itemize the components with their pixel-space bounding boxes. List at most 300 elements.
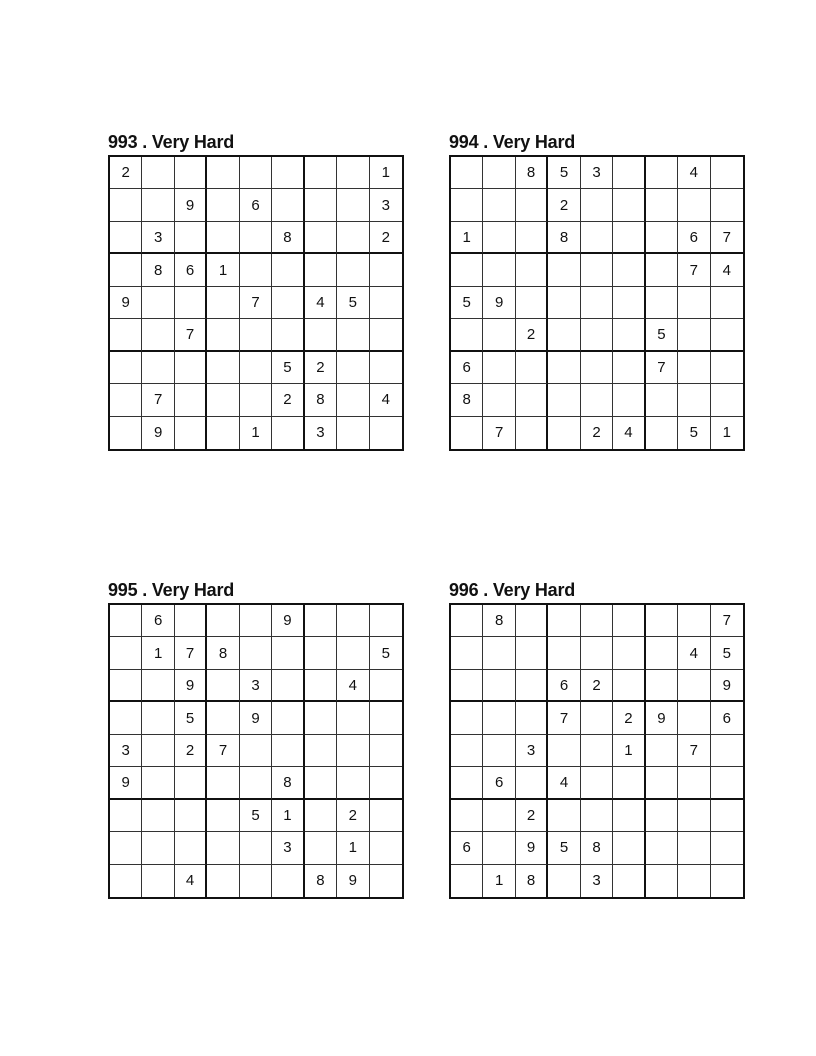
sudoku-cell-r3c5: 3 [240, 670, 272, 702]
sudoku-cell-r6c5 [581, 319, 613, 351]
sudoku-cell-r5c8 [678, 287, 710, 319]
sudoku-grid [449, 155, 745, 451]
sudoku-cell-r8c3: 9 [516, 832, 548, 864]
sudoku-cell-r1c3: 8 [516, 157, 548, 189]
sudoku-cell-r4c6 [272, 702, 304, 734]
sudoku-cell-r1c7 [646, 157, 678, 189]
sudoku-cell-r1c9: 1 [370, 157, 402, 189]
sudoku-cell-r8c8 [678, 384, 710, 416]
sudoku-cell-r8c7: 8 [305, 384, 337, 416]
sudoku-cell-r9c4 [207, 865, 239, 897]
sudoku-cell-r9c4 [548, 417, 580, 449]
sudoku-cell-r8c3 [175, 832, 207, 864]
sudoku-cell-r9c7: 8 [305, 865, 337, 897]
sudoku-cell-r1c8: 4 [678, 157, 710, 189]
sudoku-cell-r1c4: 5 [548, 157, 580, 189]
sudoku-cell-r5c9 [711, 735, 743, 767]
sudoku-cell-r6c8 [337, 319, 369, 351]
sudoku-cell-r4c4 [207, 702, 239, 734]
sudoku-cell-r8c1 [110, 832, 142, 864]
sudoku-cell-r1c1 [451, 605, 483, 637]
sudoku-cell-r1c2 [142, 157, 174, 189]
sudoku-cell-r5c7 [646, 735, 678, 767]
sudoku-cell-r1c4 [548, 605, 580, 637]
sudoku-cell-r5c5 [581, 735, 613, 767]
sudoku-cell-r4c7 [305, 254, 337, 286]
sudoku-cell-r3c7 [646, 222, 678, 254]
sudoku-cell-r3c4: 8 [548, 222, 580, 254]
sudoku-cell-r7c1 [110, 352, 142, 384]
sudoku-cell-r4c5: 9 [240, 702, 272, 734]
sudoku-cell-r1c5 [581, 605, 613, 637]
sudoku-cell-r7c1 [451, 800, 483, 832]
sudoku-cell-r4c6 [272, 254, 304, 286]
sudoku-cell-r9c3 [516, 417, 548, 449]
sudoku-cell-r8c7 [646, 832, 678, 864]
sudoku-cell-r5c9 [711, 287, 743, 319]
sudoku-cell-r7c4 [207, 800, 239, 832]
sudoku-cell-r1c2 [483, 157, 515, 189]
sudoku-cell-r1c6 [613, 605, 645, 637]
sudoku-cell-r2c4 [548, 637, 580, 669]
sudoku-cell-r4c2: 8 [142, 254, 174, 286]
sudoku-cell-r2c7 [646, 189, 678, 221]
sudoku-cell-r7c6 [613, 800, 645, 832]
sudoku-cell-r5c2 [483, 735, 515, 767]
sudoku-cell-r9c8: 5 [678, 417, 710, 449]
sudoku-cell-r7c5 [581, 800, 613, 832]
sudoku-cell-r3c8 [678, 670, 710, 702]
sudoku-cell-r7c4 [548, 800, 580, 832]
sudoku-cell-r8c7 [646, 384, 678, 416]
sudoku-cell-r1c8 [337, 157, 369, 189]
sudoku-cell-r5c6 [272, 735, 304, 767]
sudoku-cell-r1c3 [175, 157, 207, 189]
sudoku-cell-r5c3: 3 [516, 735, 548, 767]
sudoku-cell-r3c9: 2 [370, 222, 402, 254]
sudoku-cell-r6c4 [207, 319, 239, 351]
sudoku-cell-r3c4 [207, 222, 239, 254]
sudoku-cell-r5c1 [451, 735, 483, 767]
puzzle-title: 994 . Very Hard [449, 132, 576, 152]
sudoku-cell-r8c9 [370, 832, 402, 864]
sudoku-cell-r8c6: 2 [272, 384, 304, 416]
sudoku-cell-r6c3: 7 [175, 319, 207, 351]
sudoku-cell-r9c7 [646, 417, 678, 449]
sudoku-cell-r2c5 [240, 637, 272, 669]
sudoku-cell-r4c9: 6 [711, 702, 743, 734]
sudoku-cell-r9c9 [370, 865, 402, 897]
sudoku-cell-r2c9: 3 [370, 189, 402, 221]
sudoku-cell-r4c2 [142, 702, 174, 734]
sudoku-cell-r4c5 [240, 254, 272, 286]
sudoku-cell-r6c6: 8 [272, 767, 304, 799]
sudoku-cell-r6c9 [711, 319, 743, 351]
sudoku-cell-r2c2: 1 [142, 637, 174, 669]
sudoku-cell-r7c1 [110, 800, 142, 832]
sudoku-cell-r4c1 [110, 702, 142, 734]
sudoku-cell-r1c5 [240, 157, 272, 189]
sudoku-cell-r2c7 [646, 637, 678, 669]
sudoku-cell-r1c1 [451, 157, 483, 189]
sudoku-cell-r5c8: 5 [337, 287, 369, 319]
sudoku-cell-r4c9 [370, 702, 402, 734]
sudoku-grid [449, 603, 745, 899]
sudoku-cell-r3c3: 9 [175, 670, 207, 702]
sudoku-cell-r6c7 [305, 319, 337, 351]
sudoku-cell-r7c7: 2 [305, 352, 337, 384]
sudoku-cell-r2c3 [516, 189, 548, 221]
sudoku-cell-r8c9 [711, 832, 743, 864]
sudoku-cell-r9c3: 8 [516, 865, 548, 897]
sudoku-cell-r6c8 [678, 319, 710, 351]
sudoku-cell-r5c4 [548, 735, 580, 767]
sudoku-cell-r8c6 [613, 384, 645, 416]
sudoku-cell-r3c8: 6 [678, 222, 710, 254]
sudoku-cell-r9c3: 4 [175, 865, 207, 897]
sudoku-cell-r7c4 [207, 352, 239, 384]
sudoku-cell-r9c7: 3 [305, 417, 337, 449]
sudoku-cell-r2c1 [110, 189, 142, 221]
sudoku-cell-r7c7 [646, 800, 678, 832]
sudoku-cell-r7c6: 5 [272, 352, 304, 384]
sudoku-cell-r6c4: 4 [548, 767, 580, 799]
sudoku-grid [108, 603, 404, 899]
sudoku-cell-r6c3 [516, 767, 548, 799]
sudoku-cell-r5c7: 4 [305, 287, 337, 319]
sudoku-cell-r6c8 [678, 767, 710, 799]
sudoku-cell-r8c9: 4 [370, 384, 402, 416]
sudoku-cell-r9c2: 9 [142, 417, 174, 449]
sudoku-cell-r8c3 [175, 384, 207, 416]
sudoku-cell-r6c3: 2 [516, 319, 548, 351]
sudoku-cell-r8c5: 8 [581, 832, 613, 864]
sudoku-cell-r3c5 [581, 222, 613, 254]
sudoku-cell-r4c4 [548, 254, 580, 286]
sudoku-cell-r1c7 [646, 605, 678, 637]
sudoku-cell-r4c6 [613, 254, 645, 286]
sudoku-cell-r2c8 [337, 637, 369, 669]
sudoku-cell-r9c1 [451, 417, 483, 449]
sudoku-cell-r9c8: 9 [337, 865, 369, 897]
sudoku-cell-r8c8 [678, 832, 710, 864]
sudoku-cell-r6c6 [613, 767, 645, 799]
puzzle-title: 996 . Very Hard [449, 580, 576, 600]
sudoku-cell-r3c8 [337, 222, 369, 254]
sudoku-cell-r4c5 [581, 702, 613, 734]
sudoku-cell-r4c9 [370, 254, 402, 286]
sudoku-cell-r2c5: 6 [240, 189, 272, 221]
sudoku-cell-r8c4 [548, 384, 580, 416]
sudoku-cell-r5c9 [370, 735, 402, 767]
sudoku-cell-r7c3 [175, 352, 207, 384]
sudoku-cell-r8c5 [240, 832, 272, 864]
sudoku-cell-r1c4 [207, 157, 239, 189]
sudoku-cell-r1c9: 7 [711, 605, 743, 637]
sudoku-cell-r9c8 [678, 865, 710, 897]
sudoku-cell-r2c3: 9 [175, 189, 207, 221]
sudoku-cell-r4c8: 7 [678, 254, 710, 286]
sudoku-cell-r8c8 [337, 384, 369, 416]
sudoku-cell-r5c6 [272, 287, 304, 319]
sudoku-cell-r8c7 [305, 832, 337, 864]
sudoku-cell-r6c7 [305, 767, 337, 799]
sudoku-cell-r7c7: 7 [646, 352, 678, 384]
sudoku-cell-r7c6 [613, 352, 645, 384]
sudoku-cell-r7c2 [483, 352, 515, 384]
sudoku-cell-r5c8: 7 [678, 735, 710, 767]
sudoku-cell-r8c2 [483, 832, 515, 864]
sudoku-cell-r6c8 [337, 767, 369, 799]
sudoku-cell-r2c6 [613, 189, 645, 221]
sudoku-cell-r2c2 [483, 189, 515, 221]
sudoku-cell-r2c1 [451, 637, 483, 669]
sudoku-cell-r5c3 [516, 287, 548, 319]
sudoku-cell-r7c9 [711, 800, 743, 832]
sudoku-cell-r2c9: 5 [711, 637, 743, 669]
sudoku-cell-r9c9: 1 [722, 424, 731, 442]
sudoku-cell-r3c6 [272, 670, 304, 702]
sudoku-cell-r3c1 [451, 670, 483, 702]
sudoku-cell-r7c6: 1 [272, 800, 304, 832]
sudoku-cell-r5c4 [548, 287, 580, 319]
sudoku-cell-r3c3 [175, 222, 207, 254]
sudoku-cell-r9c2 [142, 865, 174, 897]
sudoku-cell-r2c8: 4 [678, 637, 710, 669]
sudoku-cell-r4c8 [337, 254, 369, 286]
sudoku-cell-r3c6 [613, 670, 645, 702]
sudoku-cell-r9c2: 1 [483, 865, 515, 897]
sudoku-cell-r2c6 [613, 637, 645, 669]
sudoku-cell-r3c5: 2 [581, 670, 613, 702]
sudoku-cell-r4c3 [516, 702, 548, 734]
sudoku-cell-r3c6 [613, 222, 645, 254]
sudoku-cell-r1c6 [613, 157, 645, 189]
sudoku-cell-r1c2: 8 [483, 605, 515, 637]
sudoku-cell-r6c9 [370, 767, 402, 799]
sudoku-cell-r6c2 [483, 319, 515, 351]
sudoku-cell-r4c7 [646, 254, 678, 286]
sudoku-cell-r6c9 [370, 319, 402, 351]
sudoku-cell-r3c7 [646, 670, 678, 702]
sudoku-cell-r4c3: 6 [175, 254, 207, 286]
sudoku-cell-r9c6 [613, 865, 645, 897]
sudoku-cell-r3c3 [516, 670, 548, 702]
sudoku-cell-r5c8 [337, 735, 369, 767]
sudoku-cell-r3c9: 9 [711, 670, 743, 702]
sudoku-cell-r8c3 [516, 384, 548, 416]
sudoku-cell-r7c2 [142, 800, 174, 832]
sudoku-cell-r2c5 [581, 189, 613, 221]
sudoku-cell-r9c5: 2 [581, 417, 613, 449]
sudoku-cell-r2c3 [516, 637, 548, 669]
sudoku-cell-r7c5 [240, 352, 272, 384]
sudoku-cell-r8c4 [207, 384, 239, 416]
sudoku-cell-r4c1 [451, 702, 483, 734]
sudoku-cell-r6c1 [451, 319, 483, 351]
sudoku-cell-r5c7 [646, 287, 678, 319]
sudoku-cell-r5c5: 7 [240, 287, 272, 319]
sudoku-cell-r8c4 [207, 832, 239, 864]
sudoku-cell-r5c6: 1 [613, 735, 645, 767]
sudoku-cell-r5c1: 9 [110, 287, 142, 319]
puzzle-title: 993 . Very Hard [108, 132, 235, 152]
sudoku-cell-r7c5: 5 [240, 800, 272, 832]
sudoku-cell-r2c3: 7 [175, 637, 207, 669]
sudoku-cell-r2c6 [272, 189, 304, 221]
sudoku-cell-r1c4 [207, 605, 239, 637]
sudoku-cell-r4c2 [483, 254, 515, 286]
sudoku-cell-r2c1 [110, 637, 142, 669]
sudoku-cell-r7c9 [370, 800, 402, 832]
sudoku-cell-r1c5: 3 [581, 157, 613, 189]
sudoku-cell-r1c6: 9 [272, 605, 304, 637]
sudoku-cell-r9c1 [110, 417, 142, 449]
sudoku-cell-r6c2 [142, 767, 174, 799]
sudoku-cell-r1c1 [110, 605, 142, 637]
sudoku-cell-r3c7 [305, 222, 337, 254]
sudoku-cell-r5c5 [240, 735, 272, 767]
sudoku-cell-r6c5 [240, 767, 272, 799]
sudoku-cell-r6c3 [175, 767, 207, 799]
sudoku-cell-r3c2 [483, 222, 515, 254]
sudoku-cell-r2c8 [678, 189, 710, 221]
sudoku-cell-r1c8 [337, 605, 369, 637]
sudoku-cell-r3c4 [207, 670, 239, 702]
sudoku-cell-r6c4 [548, 319, 580, 351]
sudoku-cell-r1c7 [305, 157, 337, 189]
sudoku-cell-r6c4 [207, 767, 239, 799]
sudoku-cell-r7c9 [711, 352, 743, 384]
sudoku-cell-r4c1 [451, 254, 483, 286]
sudoku-cell-r6c2 [142, 319, 174, 351]
sudoku-cell-r1c6 [272, 157, 304, 189]
sudoku-cell-r2c2 [483, 637, 515, 669]
sudoku-cell-r7c2 [483, 800, 515, 832]
sudoku-cell-r5c6 [613, 287, 645, 319]
sudoku-cell-r7c7 [305, 800, 337, 832]
sudoku-cell-r9c4 [207, 417, 239, 449]
sudoku-cell-r8c1: 6 [451, 832, 483, 864]
sudoku-cell-r1c5 [240, 605, 272, 637]
sudoku-cell-r6c9 [711, 767, 743, 799]
sudoku-cell-r6c1 [451, 767, 483, 799]
sudoku-cell-r2c9: 5 [370, 637, 402, 669]
sudoku-cell-r9c4 [548, 865, 580, 897]
sudoku-cell-r9c6: 4 [613, 417, 645, 449]
sudoku-cell-r3c4: 6 [548, 670, 580, 702]
sudoku-cell-r2c1 [451, 189, 483, 221]
sudoku-cell-r6c7: 5 [646, 319, 678, 351]
sudoku-cell-r3c9: 7 [711, 222, 743, 254]
sudoku-cell-r4c4: 7 [548, 702, 580, 734]
sudoku-cell-r2c8 [337, 189, 369, 221]
sudoku-cell-r9c5: 3 [581, 865, 613, 897]
sudoku-cell-r5c3: 2 [175, 735, 207, 767]
sudoku-cell-r7c2 [142, 352, 174, 384]
sudoku-cell-r8c4: 5 [548, 832, 580, 864]
sudoku-cell-r7c1: 6 [451, 352, 483, 384]
sudoku-cell-r1c7 [305, 605, 337, 637]
sudoku-cell-r7c3: 2 [516, 800, 548, 832]
sudoku-cell-r2c5 [581, 637, 613, 669]
sudoku-cell-r6c6 [272, 319, 304, 351]
sudoku-cell-r9c7 [646, 865, 678, 897]
sudoku-cell-r4c9: 4 [711, 254, 743, 286]
sudoku-cell-r4c3 [516, 254, 548, 286]
sudoku-cell-r8c8: 1 [337, 832, 369, 864]
sudoku-cell-r5c4 [207, 287, 239, 319]
sudoku-cell-r4c2 [483, 702, 515, 734]
sudoku-cell-r6c5 [240, 319, 272, 351]
sudoku-cell-r2c4: 2 [548, 189, 580, 221]
sudoku-cell-r8c6: 3 [272, 832, 304, 864]
sudoku-cell-r2c6 [272, 637, 304, 669]
sudoku-cell-r7c8 [337, 352, 369, 384]
sudoku-cell-r4c3: 5 [175, 702, 207, 734]
sudoku-cell-r7c8 [678, 800, 710, 832]
sudoku-cell-r5c3 [175, 287, 207, 319]
sudoku-cell-r1c9 [370, 605, 402, 637]
sudoku-cell-r8c9 [711, 384, 743, 416]
sudoku-cell-r8c2 [483, 384, 515, 416]
sudoku-cell-r5c9 [370, 287, 402, 319]
sudoku-cell-r3c1 [110, 222, 142, 254]
sudoku-cell-r8c6 [613, 832, 645, 864]
sudoku-cell-r2c7 [305, 637, 337, 669]
sudoku-cell-r6c5 [581, 767, 613, 799]
sudoku-cell-r6c6 [613, 319, 645, 351]
sudoku-cell-r3c8: 4 [337, 670, 369, 702]
sudoku-cell-r3c3 [516, 222, 548, 254]
sudoku-cell-r8c2 [142, 832, 174, 864]
sudoku-cell-r4c5 [581, 254, 613, 286]
sudoku-cell-r6c7 [646, 767, 678, 799]
sudoku-cell-r5c2 [142, 287, 174, 319]
sudoku-cell-r9c6 [272, 865, 304, 897]
sudoku-cell-r7c9 [370, 352, 402, 384]
sudoku-cell-r7c3 [175, 800, 207, 832]
sudoku-grid [108, 155, 404, 451]
sudoku-cell-r1c1: 2 [110, 157, 142, 189]
sudoku-cell-r9c1 [110, 865, 142, 897]
sudoku-cell-r4c7 [305, 702, 337, 734]
sudoku-cell-r3c6: 8 [272, 222, 304, 254]
sudoku-cell-r4c6: 2 [613, 702, 645, 734]
sudoku-cell-r1c8 [678, 605, 710, 637]
sudoku-cell-r4c4: 1 [207, 254, 239, 286]
sudoku-cell-r3c2 [142, 670, 174, 702]
sudoku-cell-r9c5: 1 [240, 417, 272, 449]
sudoku-cell-r9c2: 7 [483, 417, 515, 449]
sudoku-cell-r5c2: 9 [483, 287, 515, 319]
sudoku-cell-r6c2: 6 [483, 767, 515, 799]
sudoku-cell-r3c2 [483, 670, 515, 702]
sudoku-cell-r3c1: 1 [451, 222, 483, 254]
sudoku-cell-r9c8 [337, 417, 369, 449]
sudoku-cell-r9c5 [240, 865, 272, 897]
sudoku-cell-r3c9 [370, 670, 402, 702]
sudoku-cell-r2c4: 8 [207, 637, 239, 669]
sudoku-cell-r7c8 [678, 352, 710, 384]
sudoku-cell-r5c5 [581, 287, 613, 319]
sudoku-cell-r4c7: 9 [646, 702, 678, 734]
sudoku-cell-r9c3 [175, 417, 207, 449]
sudoku-cell-r8c1: 8 [451, 384, 483, 416]
sudoku-cell-r2c9 [711, 189, 743, 221]
sudoku-cell-r8c5 [581, 384, 613, 416]
sudoku-cell-r7c3 [516, 352, 548, 384]
